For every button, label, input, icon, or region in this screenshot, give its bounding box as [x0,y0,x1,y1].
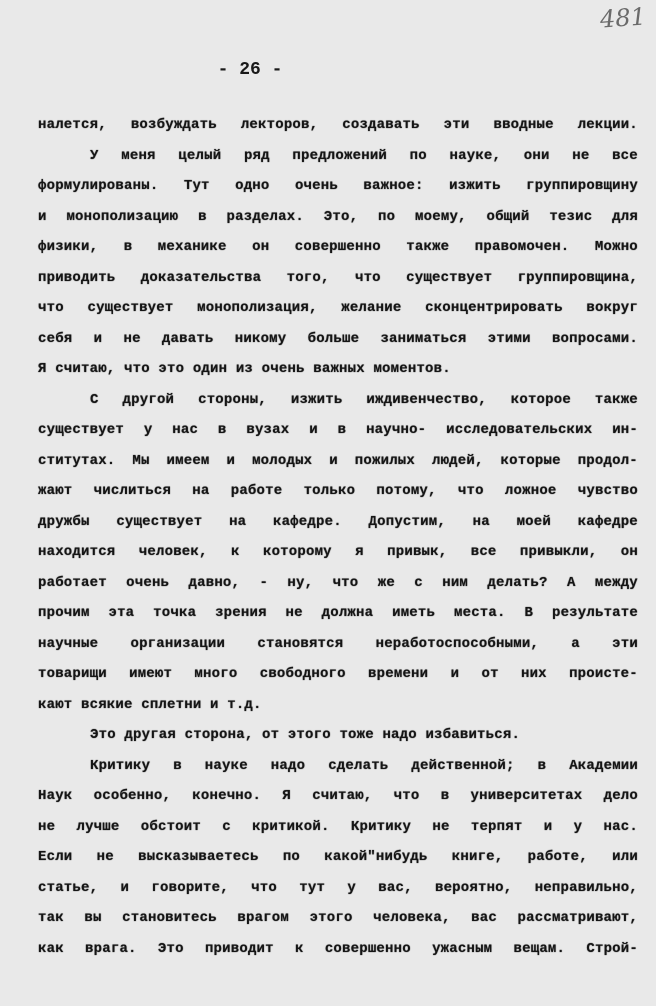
text-line: так вы становитесь врагом этого человека, вас рассматривают, [38,910,638,926]
text-line: статье, и говорите, что тут у вас, вероятно, неправильно, [38,879,638,896]
text-line: У меня целый ряд предложений по науке, они не все [90,147,638,164]
text-line: Это другая сторона, от этого тоже надо избавиться. [90,727,521,743]
text-line: налется, возбуждать лекторов, создавать эти вводные лекции. [38,117,638,133]
text-line: Если не высказываетесь по какой"нибудь книге, работе, или [38,849,638,865]
text-line: Критику в науке надо сделать действенной; в Академии [90,757,638,774]
text-line: находится человек, к которому я привык, все привыкли, он [38,544,638,560]
archive-number: 481 [599,2,647,34]
text-line: прочим эта точка зрения не должна иметь места. В результате [38,605,638,621]
text-line: С другой стороны, изжить иждивенчество, которое также [90,391,638,408]
text-line: кают всякие сплетни и т.д. [38,696,262,713]
text-line: существует у нас в вузах и в научно- исследовательских ин- [38,422,638,438]
text-line: формулированы. Тут одно очень важное: изжить группировщину [38,178,638,194]
text-line: ститутах. Мы имеем и молодых и пожилых людей, которые продол- [38,452,638,469]
text-line: не лучше обстоит с критикой. Критику не терпят и у нас. [38,818,638,835]
text-line: Наук особенно, конечно. Я считаю, что в университетах дело [38,788,638,804]
text-line: жают числиться на работе только потому, что ложное чувство [38,483,638,499]
text-line: работает очень давно, - ну, что же с ним делать? А между [38,574,638,591]
text-line: себя и не давать никому больше заниматься этими вопросами. [38,330,638,347]
body-text [38,110,638,964]
text-line: и монополизацию в разделах. Это, по моему, общий тезис для [38,208,638,225]
text-line: Я считаю, что это один из очень важных моментов. [38,361,451,377]
text-line: физики, в механике он совершенно также правомочен. Можно [38,239,638,255]
text-line: приводить доказательства того, что существует группировщина, [38,269,638,286]
text-line: дружбы существует на кафедре. Допустим, на моей кафедре [38,513,638,530]
text-line: товарищи имеют много свободного времени и от них происте- [38,666,638,682]
text-line: что существует монополизация, желание сконцентрировать вокруг [38,300,638,316]
text-line: как врага. Это приводит к совершенно ужасным вещам. Строй- [38,940,638,957]
page-number: - 26 - [217,60,283,80]
text-line: научные организации становятся неработоспособными, а эти [38,635,638,652]
